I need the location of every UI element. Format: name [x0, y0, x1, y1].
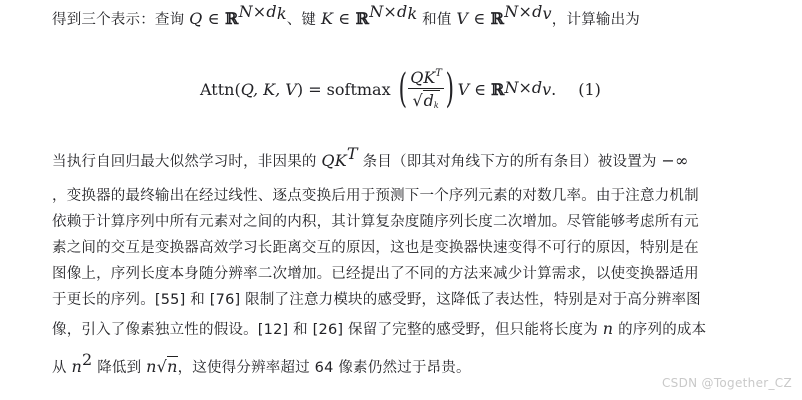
math-reals: ℝ: [355, 9, 370, 28]
text-segment: ，这使得分辨率超过 64 像素仍然过于昂贵。: [177, 360, 471, 376]
math-exp: N×d: [238, 2, 277, 21]
sqrt-icon: √: [156, 357, 168, 376]
para-line-8: [52, 350, 471, 377]
eq-softmax: ) = softmax: [296, 79, 391, 99]
text-segment: ，计算输出为: [551, 12, 640, 28]
math-reals: ℝ: [225, 9, 239, 28]
math-n: n: [167, 357, 178, 376]
text-segment: 当执行自回归最大似然学习时，非因果的: [52, 154, 322, 170]
math-n: n: [602, 319, 614, 338]
text-segment: 像，引入了像素独立性的假设。[12] 和 [26] 保留了完整的感受野，但只能将长度为: [52, 322, 603, 338]
eq-denominator-sub: k: [433, 101, 439, 110]
eq-exp: N×d: [504, 77, 543, 97]
math-v: V: [456, 9, 469, 28]
eq-numerator: QK: [410, 68, 436, 87]
para-line-5: 图像上，序列长度本身随分辨率二次增加。已经提出了不同的方法来减少计算需求，以使变换器适用: [52, 266, 699, 282]
eq-args: Q, K, V: [240, 79, 297, 99]
eq-numerator-sup: T: [435, 68, 442, 79]
text-segment: 的序列的成本: [613, 322, 707, 338]
math-sub: v: [542, 4, 552, 23]
para-line-3: 依赖于计算序列中所有元素对之间的内积，其计算复杂度随序列长度二次增加。尽管能够考虑所有元: [52, 214, 699, 230]
math-n: n: [71, 357, 83, 376]
math-sup: T: [346, 144, 358, 163]
math-sup: 2: [82, 350, 93, 369]
para-line-7: [52, 318, 706, 339]
math-q: Q: [189, 9, 203, 28]
math-exp: N×d: [369, 2, 408, 21]
text-segment: 降低到: [92, 360, 147, 376]
right-paren: ): [445, 66, 455, 112]
text-segment: 和值: [417, 12, 457, 28]
text-segment: 得到三个表示：查询: [52, 12, 190, 28]
math-in: ∈: [333, 9, 356, 28]
math-n: n: [146, 357, 157, 376]
text-segment: 从: [52, 360, 72, 376]
para-line-2: ，变换器的最终输出在经过线性、逐点变换后用于预测下一个序列元素的对数几率。由于注意力机制: [52, 188, 699, 204]
eq-reals: ℝ: [491, 79, 505, 99]
math-sub: k: [407, 4, 418, 23]
eq-sub: v: [542, 79, 552, 99]
math-exp: N×d: [504, 2, 543, 21]
para-line-4: 素之间的交互是变换器高效学习长距离交互的原因，这也是变换器快速变得不可行的原因，特别是在: [52, 240, 699, 256]
math-in: ∈: [468, 9, 491, 28]
math-reals: ℝ: [490, 9, 505, 28]
math-neg-infinity: −∞: [661, 151, 689, 170]
eq-dot: .: [551, 79, 557, 99]
para-line-6: 于更长的序列。[55] 和 [76] 限制了注意力模块的感受野，这降低了表达性，特别是对于高分辨率图: [52, 292, 701, 308]
left-paren: (: [398, 66, 407, 112]
attention-equation: [200, 64, 601, 114]
math-k: K: [320, 9, 334, 28]
equation-number: (1): [578, 79, 601, 99]
eq-denominator: d: [423, 91, 434, 110]
para-line-1: [52, 144, 689, 171]
text-segment: 条目（即其对角线下方的所有条目）被设置为: [357, 154, 662, 170]
sqrt-icon: √: [412, 91, 423, 110]
eq-v: V: [457, 79, 470, 99]
intro-line: [52, 2, 640, 29]
watermark: CSDN @Together_CZ: [662, 376, 792, 390]
eq-lhs: Attn(: [200, 79, 241, 99]
text-segment: 、键: [286, 12, 321, 28]
eq-in: ∈: [469, 79, 492, 99]
eq-fraction: [408, 68, 444, 110]
math-qk: QK: [321, 151, 347, 170]
math-sub: k: [276, 4, 287, 23]
math-in: ∈: [202, 9, 226, 28]
